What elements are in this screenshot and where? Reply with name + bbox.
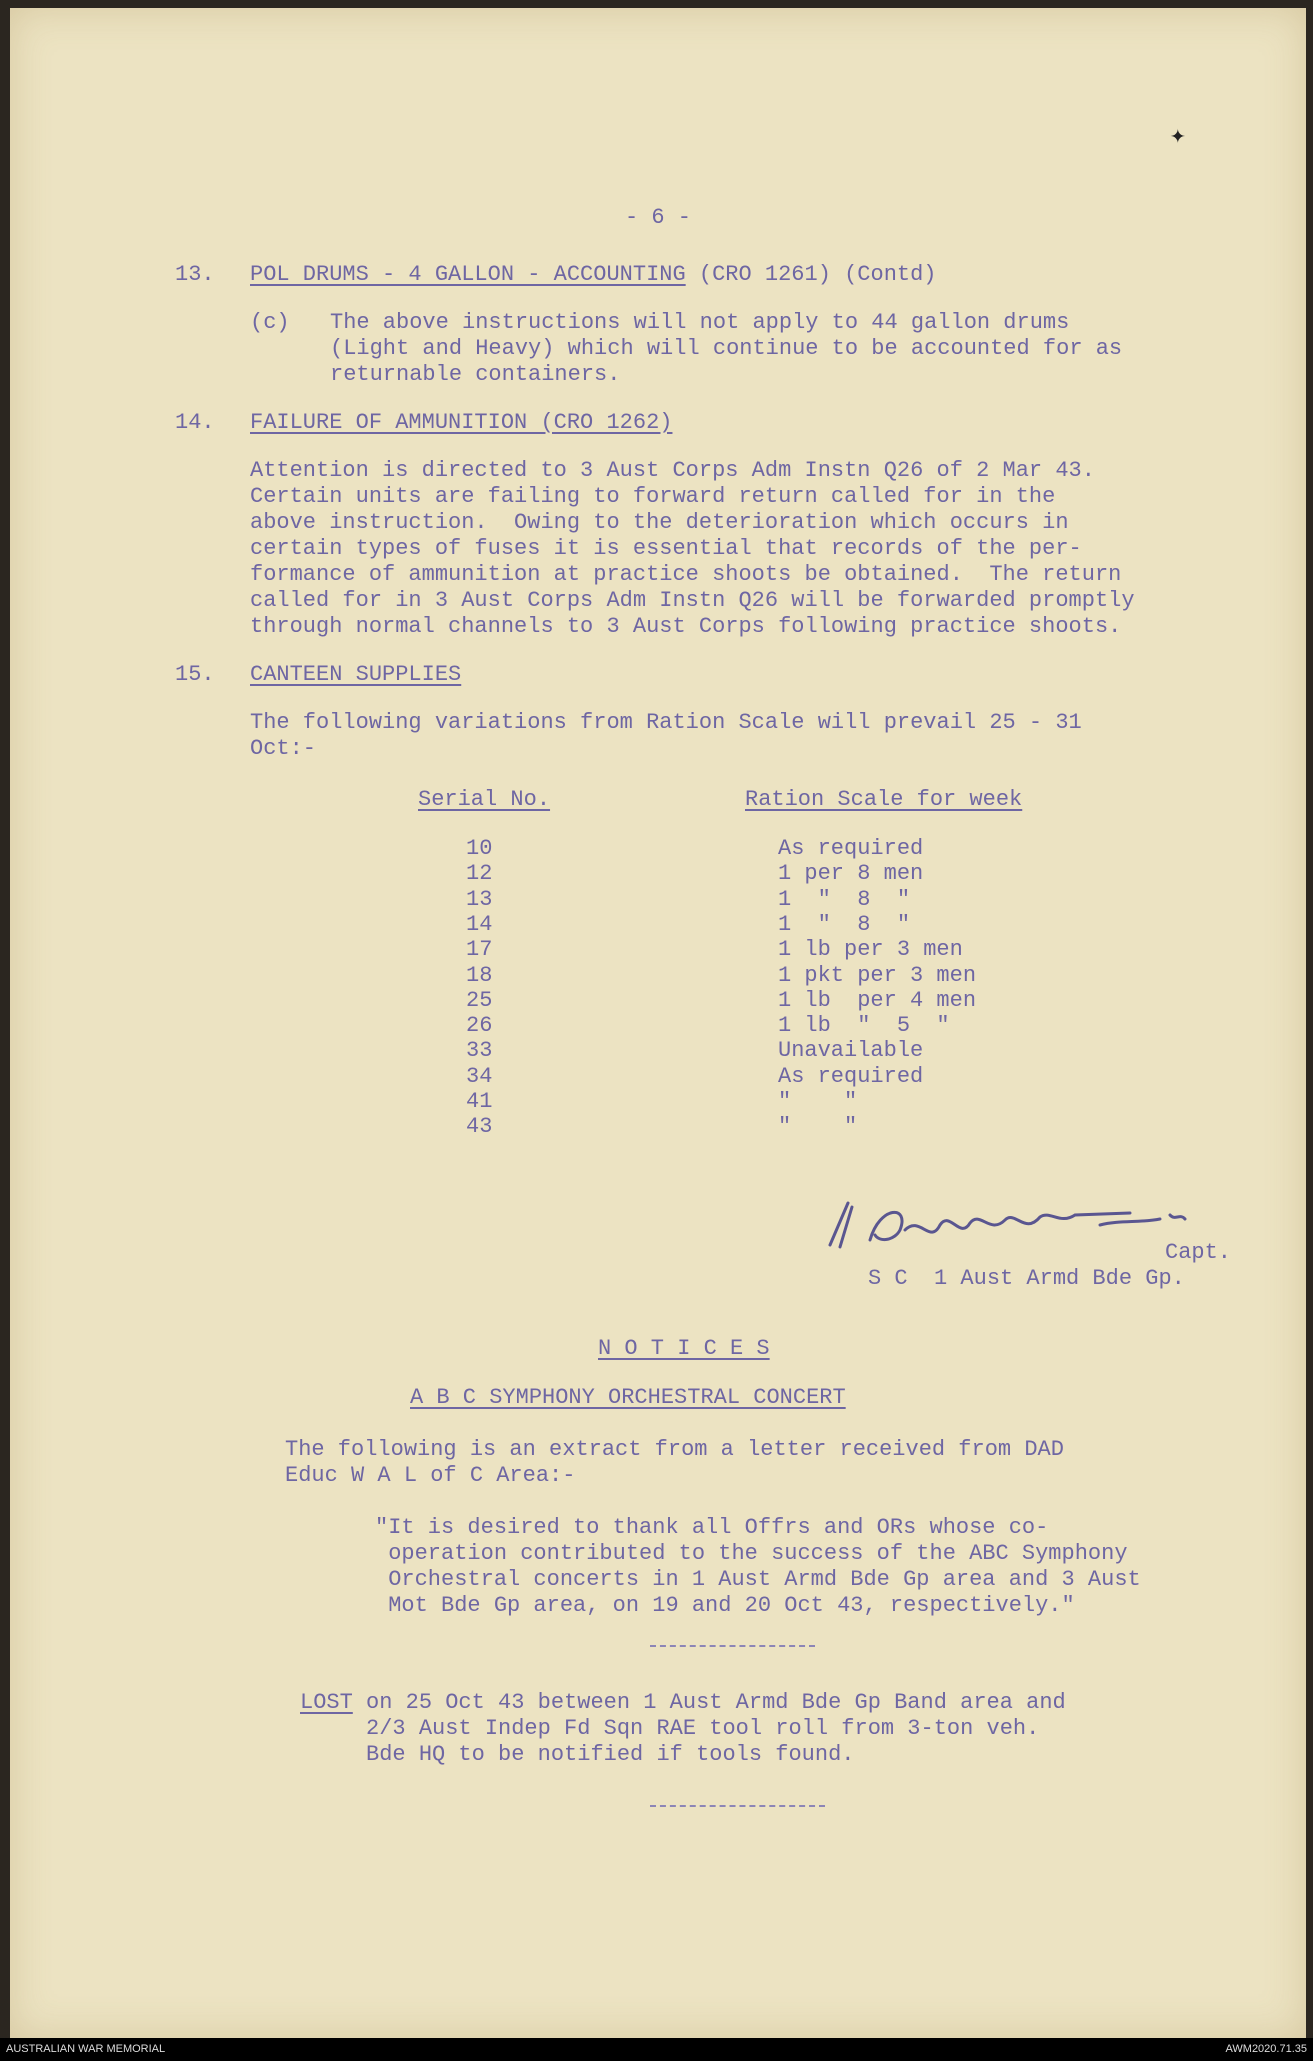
divider	[650, 1805, 825, 1807]
table-header-scale: Ration Scale for week	[745, 787, 1023, 812]
table-row-serial: 17	[466, 937, 493, 963]
notices-intro: The following is an extract from a letter received from DAD Educ W A L of C Area:-	[285, 1437, 1064, 1488]
table-row-scale: " "	[778, 1089, 858, 1114]
section-15-number: 15.	[175, 662, 215, 687]
table-row-scale: 1 per 8 men	[778, 861, 924, 887]
section-14-heading: FAILURE OF AMMUNITION (CRO 1262)	[250, 410, 673, 435]
signature-rank: Capt.	[1165, 1240, 1232, 1265]
table-row-scale: Unavailable	[778, 1038, 924, 1064]
table-row-scale: 1 lb per 3 men	[778, 937, 963, 963]
table-row-serial: 33	[466, 1038, 493, 1064]
section-13-heading-text: POL DRUMS - 4 GALLON - ACCOUNTING	[250, 262, 686, 287]
divider	[650, 1645, 815, 1647]
archive-footer	[0, 2038, 1313, 2061]
notices-quote: "It is desired to thank all Offrs and ORs whose co- operation contributed to the success of the ABC Symphony Orchestral concerts in 1 Aust Armd Bde Gp area and 3 Aust Mot Bde Gp area, on 19 and 20 Oct 43, respectively."	[375, 1515, 1141, 1618]
section-14-body: Attention is directed to 3 Aust Corps Adm Instn Q26 of 2 Mar 43. Certain units are failing to forward return called for in the above instruction. Owing to the deterioration which occurs in certain types of fuses it is essential that records of the per- formance of ammunition at practice shoots be obtained. The return called for in 3 Aust Corps Adm Instn Q26 will be forwarded promptly through normal channels to 3 Aust Corps following practice shoots.	[250, 458, 1135, 639]
table-row-scale: " "	[778, 1114, 858, 1140]
section-15-heading: CANTEEN SUPPLIES	[250, 662, 462, 687]
lost-label: LOST	[300, 1690, 353, 1715]
section-14-number: 14.	[175, 410, 215, 435]
table-row-serial: 10	[466, 836, 493, 861]
table-row-scale: 1 lb " 5 "	[778, 1013, 950, 1039]
table-row-serial: 25	[466, 987, 493, 1013]
footer-right: AWM2020.71.35	[1225, 2043, 1307, 2055]
table-row-serial: 14	[466, 911, 493, 937]
table-row-scale: As required	[778, 836, 924, 861]
lost-notice	[300, 1690, 1066, 1768]
table-row-scale: 1 " 8 "	[778, 886, 911, 912]
section-15-body: The following variations from Ration Scale will prevail 25 - 31 Oct:-	[250, 710, 1082, 761]
table-row-serial: 13	[466, 886, 493, 912]
table-row-serial: 43	[466, 1114, 493, 1140]
section-13-heading-suffix: (CRO 1261) (Contd)	[698, 262, 937, 287]
handwritten-signature	[800, 1185, 1220, 1265]
ink-mark: ✦	[1170, 121, 1186, 151]
table-row-serial: 34	[466, 1063, 493, 1089]
table-row-serial: 41	[466, 1089, 493, 1114]
notices-subtitle: A B C SYMPHONY ORCHESTRAL CONCERT	[410, 1385, 846, 1410]
table-row-serial: 26	[466, 1013, 493, 1039]
footer-left: AUSTRALIAN WAR MEMORIAL	[6, 2043, 166, 2055]
table-row-scale: 1 " 8 "	[778, 911, 911, 937]
section-13-body: The above instructions will not apply to 44 gallon drums (Light and Heavy) which will continue to be accounted for as returnable containers.	[330, 310, 1123, 387]
section-13-number: 13.	[175, 262, 215, 287]
table-header-serial: Serial No.	[418, 787, 551, 812]
table-row-serial: 18	[466, 962, 493, 988]
table-row-scale: 1 pkt per 3 men	[778, 962, 977, 988]
table-row-serial: 12	[466, 861, 493, 887]
section-13-heading	[250, 262, 937, 288]
notices-title: N O T I C E S	[598, 1336, 770, 1361]
lost-text: on 25 Oct 43 between 1 Aust Armd Bde Gp Band area and 2/3 Aust Indep Fd Sqn RAE tool roll from 3-ton veh. Bde HQ to be notified if tools found.	[366, 1690, 1066, 1767]
page-number: - 6 -	[625, 205, 692, 230]
signature-unit: S C 1 Aust Armd Bde Gp.	[868, 1266, 1185, 1291]
section-13-sub-label: (c)	[250, 310, 290, 335]
table-row-scale: As required	[778, 1063, 924, 1089]
table-row-scale: 1 lb per 4 men	[778, 987, 977, 1013]
